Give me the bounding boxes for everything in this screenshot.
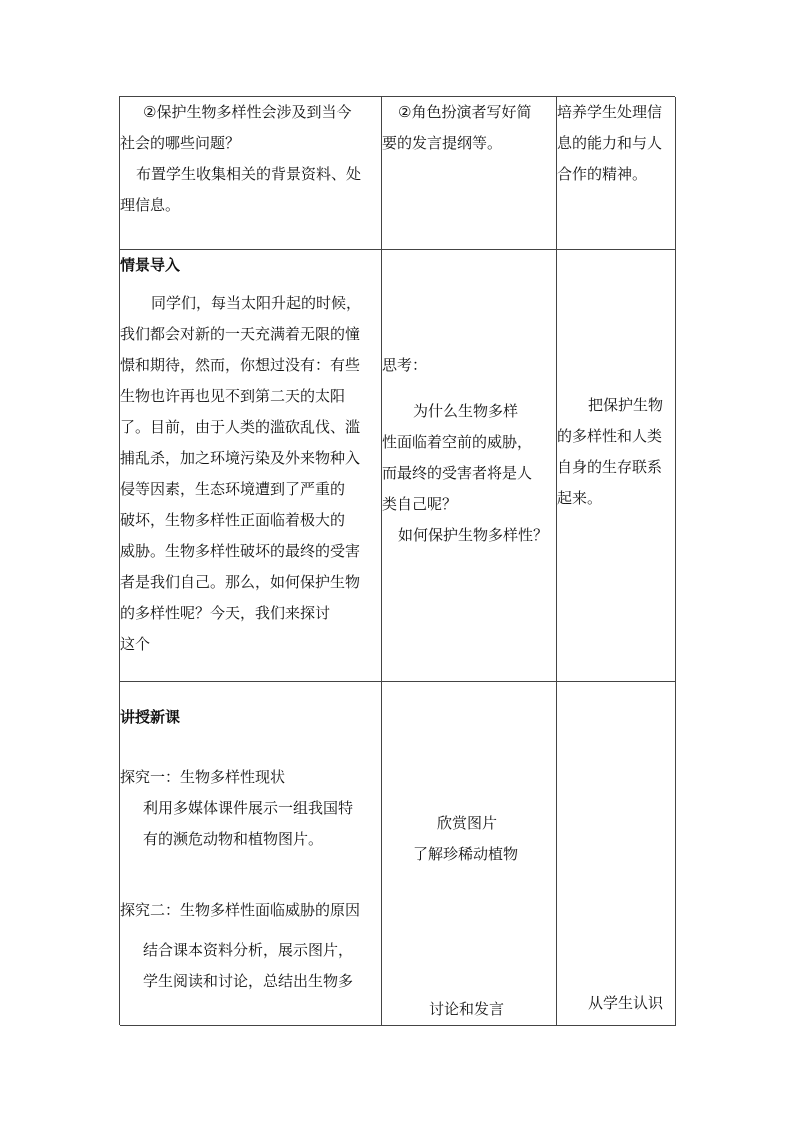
section-heading: 讲授新课 [120, 708, 181, 726]
cell-text: 从学生认识 [588, 994, 664, 1012]
inquiry-title: 探究一：生物多样性现状 [120, 768, 286, 786]
cell-text: 了。目前，由于人类的滥砍乱伐、滥 [120, 418, 361, 436]
cell-text: 思考： [382, 356, 428, 374]
cell-text: 息的能力和与人 [557, 134, 663, 152]
cell-text: 培养学生处理信 [557, 103, 663, 121]
lesson-plan-table [119, 96, 675, 1025]
cell-text: 捕乱杀，加之环境污染及外来物种入 [120, 449, 361, 467]
table-cell [557, 682, 676, 1025]
table-cell [557, 250, 676, 681]
cell-text: 讨论和发言 [429, 1000, 505, 1018]
table-cell [120, 97, 382, 249]
section-heading: 情景导入 [120, 256, 181, 274]
cell-text: 起来。 [557, 489, 603, 507]
cell-text: 结合课本资料分析，展示图片， [143, 941, 354, 959]
table-cell [382, 682, 557, 1025]
cell-text: 者是我们自己。那么，如何保护生物 [120, 573, 361, 591]
cell-text: 了解珍稀动植物 [413, 845, 519, 863]
table-cell [557, 97, 676, 249]
cell-text: 我们都会对新的一天充满着无限的憧 [120, 325, 361, 343]
cell-text: 憬和期待，然而，你想过没有：有些 [120, 356, 361, 374]
cell-text: 而最终的受害者将是人 [382, 464, 533, 482]
cell-text: 如何保护生物多样性？ [398, 526, 549, 544]
cell-text: 的多样性呢？今天，我们来探讨 [120, 604, 331, 622]
cell-text: 布置学生收集相关的背景资料、处 [136, 165, 362, 183]
table-row [120, 682, 676, 1026]
table-cell [120, 250, 382, 681]
cell-text: 破坏，生物多样性正面临着极大的 [120, 511, 346, 529]
cell-text: 把保护生物 [588, 396, 664, 414]
cell-text: 自身的生存联系 [557, 458, 663, 476]
cell-text: 有的濒危动物和植物图片。 [143, 830, 324, 848]
cell-text: 学生阅读和讨论，总结出生物多 [143, 972, 354, 990]
table-row [120, 250, 676, 682]
cell-text: 社会的哪些问题？ [120, 134, 241, 152]
cell-text: 这个 [120, 635, 151, 653]
cell-text: 的多样性和人类 [557, 427, 663, 445]
table-cell [382, 97, 557, 249]
table-row [120, 97, 676, 250]
table-cell [382, 250, 557, 681]
cell-text: 威胁。生物多样性破坏的最终的受害 [120, 542, 361, 560]
cell-text: 生物也许再也见不到第二天的太阳 [120, 387, 346, 405]
cell-text: 侵等因素，生态环境遭到了严重的 [120, 480, 346, 498]
cell-text: 为什么生物多样 [413, 402, 519, 420]
table-cell [120, 682, 382, 1025]
cell-text: ②保护生物多样性会涉及到当今 [143, 103, 352, 121]
cell-text: ②角色扮演者写好简 [398, 103, 532, 121]
cell-text: 欣赏图片 [437, 814, 498, 832]
cell-text: 要的发言提纲等。 [382, 134, 503, 152]
cell-text: 性面临着空前的威胁， [382, 433, 533, 451]
cell-text: 合作的精神。 [557, 165, 648, 183]
inquiry-title: 探究二：生物多样性面临威胁的原因 [120, 901, 361, 919]
cell-text: 理信息。 [120, 196, 181, 214]
cell-text: 同学们，每当太阳升起的时候， [151, 294, 362, 312]
cell-text: 利用多媒体课件展示一组我国特 [143, 799, 354, 817]
cell-text: 类自己呢？ [382, 495, 458, 513]
